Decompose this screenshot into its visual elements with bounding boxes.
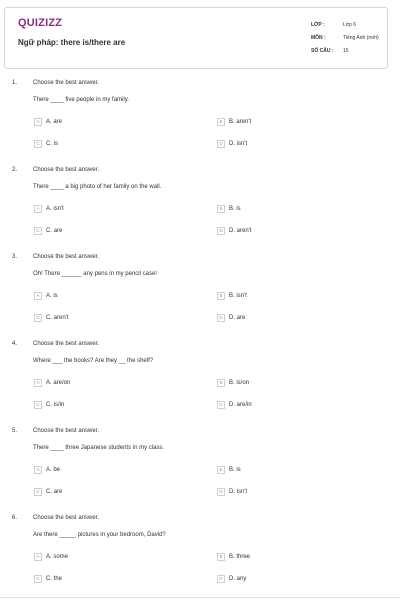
option-letter-box: C [34, 227, 42, 235]
option-text: A. are/on [46, 379, 71, 386]
option-b[interactable] [217, 204, 241, 213]
question-1 [0, 80, 400, 166]
option-text: C. aren't [46, 314, 69, 321]
option-d[interactable] [217, 574, 246, 583]
option-a[interactable] [34, 378, 70, 387]
meta-value: 15 [343, 47, 349, 54]
option-letter-box: A [34, 466, 42, 474]
question-text: Oh! There ______ any pens in my pencil case! [33, 271, 157, 277]
option-b[interactable] [217, 378, 249, 387]
worksheet-header [4, 7, 388, 69]
meta-row-class [311, 19, 387, 30]
worksheet-meta [311, 19, 387, 58]
option-d[interactable] [217, 313, 245, 322]
meta-row-question-count [311, 45, 387, 56]
question-prompt: Choose the best answer. [33, 167, 100, 173]
option-text: B. is/on [229, 379, 250, 386]
option-letter-box: B [217, 292, 225, 300]
meta-label: MÔN : [311, 34, 326, 41]
option-letter-box: C [34, 575, 42, 583]
option-letter-box: B [217, 466, 225, 474]
question-prompt: Choose the best answer. [33, 341, 100, 347]
option-text: A. be [46, 466, 61, 473]
option-b[interactable] [217, 465, 241, 474]
option-text: C. the [46, 575, 63, 582]
option-letter-box: B [217, 379, 225, 387]
option-letter-box: B [217, 118, 225, 126]
option-d[interactable] [217, 400, 252, 409]
option-text: D. are [229, 314, 246, 321]
option-text: D. are/in [229, 401, 252, 408]
question-2 [0, 167, 400, 253]
option-letter-box: B [217, 205, 225, 213]
meta-value: Lớp 6 [343, 21, 357, 28]
question-3 [0, 254, 400, 340]
option-letter-box: C [34, 314, 42, 322]
question-text: Are there _____ pictures in your bedroom, David? [33, 532, 166, 538]
option-d[interactable] [217, 226, 252, 235]
question-number: 1. [12, 80, 18, 86]
question-text: Where ___ the books? Are they __ the shelf? [33, 358, 154, 364]
option-text: C. is/in [46, 401, 65, 408]
option-letter-box: A [34, 379, 42, 387]
option-letter-box: C [34, 488, 42, 496]
option-text: A. isn't [46, 205, 64, 212]
question-6 [0, 515, 400, 601]
option-c[interactable] [34, 487, 62, 496]
option-a[interactable] [34, 552, 68, 561]
option-letter-box: D [217, 314, 225, 322]
question-4 [0, 341, 400, 427]
option-c[interactable] [34, 139, 58, 148]
option-c[interactable] [34, 400, 64, 409]
option-text: C. is [46, 140, 58, 147]
option-a[interactable] [34, 291, 58, 300]
option-text: D. isn't [229, 140, 248, 147]
option-text: A. is [46, 292, 58, 299]
meta-value: Tiếng Anh (mới) [343, 34, 379, 41]
meta-label: LỚP : [311, 21, 325, 28]
question-prompt: Choose the best answer. [33, 80, 100, 86]
option-text: D. any [229, 575, 247, 582]
option-letter-box: D [217, 401, 225, 409]
option-letter-box: A [34, 292, 42, 300]
option-b[interactable] [217, 552, 250, 561]
option-letter-box: A [34, 553, 42, 561]
option-text: B. three [229, 553, 251, 560]
option-text: B. is [229, 205, 241, 212]
worksheet-title: Ngữ pháp: there is/there are [18, 38, 126, 47]
option-text: B. aren't [229, 118, 252, 125]
option-d[interactable] [217, 487, 247, 496]
option-letter-box: D [217, 488, 225, 496]
question-number: 4. [12, 341, 18, 347]
option-a[interactable] [34, 117, 62, 126]
option-text: A. are [46, 118, 63, 125]
option-b[interactable] [217, 291, 247, 300]
option-letter-box: D [217, 140, 225, 148]
question-5 [0, 428, 400, 514]
question-number: 3. [12, 254, 18, 260]
option-text: A. some [46, 553, 69, 560]
option-b[interactable] [217, 117, 251, 126]
option-letter-box: C [34, 140, 42, 148]
option-letter-box: D [217, 227, 225, 235]
question-number: 5. [12, 428, 18, 434]
question-text: There ____ five people in my family. [33, 97, 129, 103]
question-number: 2. [12, 167, 18, 173]
question-text: There ____ three Japanese students in my class. [33, 445, 165, 451]
option-c[interactable] [34, 226, 62, 235]
option-d[interactable] [217, 139, 247, 148]
option-letter-box: A [34, 118, 42, 126]
question-text: There ____ a big photo of her family on the wall. [33, 184, 162, 190]
option-text: D. aren't [229, 227, 252, 234]
option-a[interactable] [34, 204, 64, 213]
question-prompt: Choose the best answer. [33, 428, 100, 434]
option-c[interactable] [34, 313, 69, 322]
option-letter-box: A [34, 205, 42, 213]
option-a[interactable] [34, 465, 60, 474]
option-text: C. are [46, 488, 63, 495]
option-text: C. are [46, 227, 63, 234]
quizizz-logo: QUIZIZZ [18, 17, 63, 29]
option-text: B. isn't [229, 292, 247, 299]
option-text: D. isn't [229, 488, 248, 495]
option-letter-box: D [217, 575, 225, 583]
option-letter-box: B [217, 553, 225, 561]
meta-row-subject [311, 32, 387, 43]
option-text: B. is [229, 466, 241, 473]
question-number: 6. [12, 515, 18, 521]
question-prompt: Choose the best answer. [33, 254, 100, 260]
page-bottom-divider [0, 597, 400, 598]
option-c[interactable] [34, 574, 62, 583]
option-letter-box: C [34, 401, 42, 409]
meta-label: SỐ CÂU : [311, 47, 334, 54]
question-prompt: Choose the best answer. [33, 515, 100, 521]
